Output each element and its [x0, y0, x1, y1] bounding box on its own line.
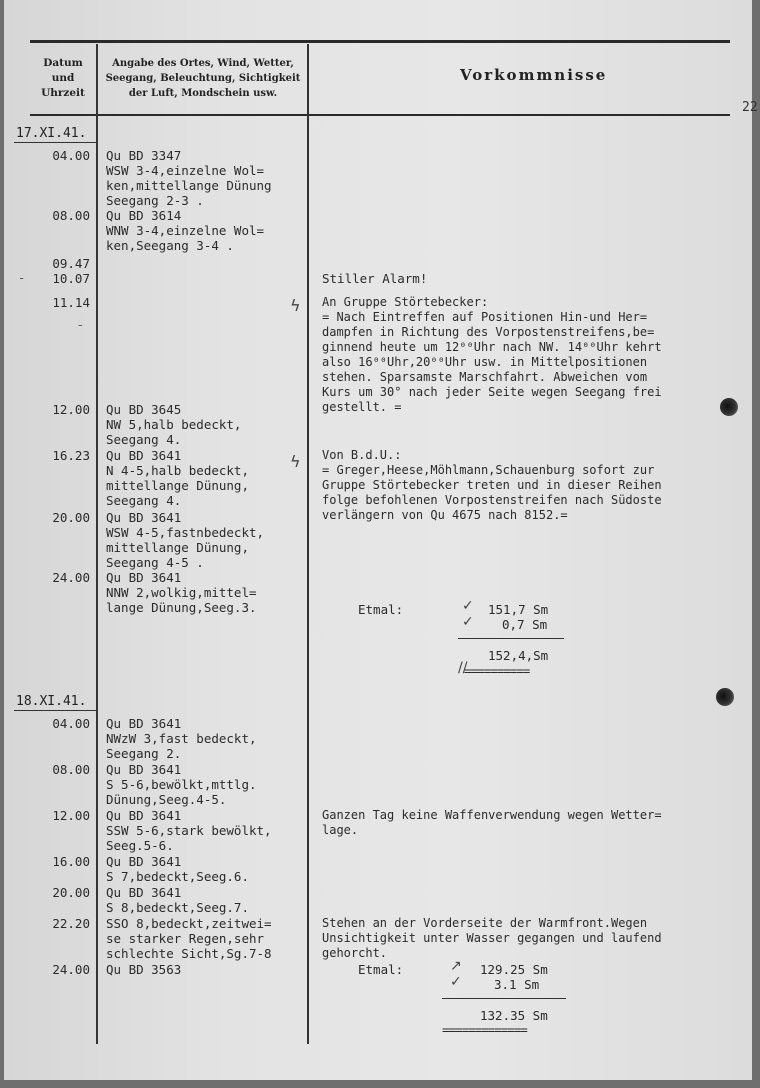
- entry-time: 04.00: [52, 716, 90, 731]
- margin-dash: -: [18, 271, 26, 285]
- etmal-label: Etmal:: [358, 962, 404, 977]
- entry-event: Stiller Alarm!: [322, 271, 428, 286]
- entry-time: 10.07: [52, 271, 90, 286]
- entry-event: Ganzen Tag keine Waffenverwendung wegen Wetter= lage.: [322, 808, 662, 837]
- entry-place: Qu BD 3641 SSW 5-6,stark bewölkt, Seeg.5-6.: [106, 808, 272, 853]
- entry-time: 12.00: [52, 402, 90, 417]
- entry-time: 04.00: [52, 148, 90, 163]
- entry-time: 16.23: [52, 448, 90, 463]
- etmal-value: 3.1 Sm: [494, 977, 540, 992]
- etmal-total-underline: =============: [442, 1022, 527, 1037]
- etmal-value: 151,7 Sm: [488, 602, 549, 617]
- punch-hole: [716, 688, 734, 706]
- entry-place: Qu BD 3641 S 8,bedeckt,Seeg.7.: [106, 885, 249, 915]
- entry-time: 09.47: [52, 256, 90, 271]
- entry-place: Qu BD 3641 NWzW 3,fast bedeckt, Seegang 2.: [106, 716, 257, 761]
- entry-time: 08.00: [52, 762, 90, 777]
- checkmark: ✓: [450, 974, 462, 990]
- entry-place: Qu BD 3641 NNW 2,wolkig,mittel= lange Dünung,Seeg.3.: [106, 570, 257, 615]
- date-underline: [14, 710, 96, 711]
- day-date: 18.XI.41.: [16, 694, 87, 709]
- etmal-total: 132.35 Sm: [480, 1008, 548, 1023]
- sum-line: [458, 638, 564, 639]
- checkmark: ↗: [450, 958, 462, 974]
- entry-event: Stehen an der Vorderseite der Warmfront.Wegen Unsichtigkeit unter Wasser gegangen und laufend gehorcht.: [322, 916, 662, 960]
- entry-event: Von B.d.U.: = Greger,Heese,Möhlmann,Schauenburg sofort zur Gruppe Störtebecker treten und in dieser Reihen folge befohlenen Vorpostenstreifen nach Südoste verlängern von Qu 4675 nach 8152.=: [322, 448, 662, 522]
- entry-place: Qu BD 3645 NW 5,halb bedeckt, Seegang 4.: [106, 402, 242, 447]
- entry-event: An Gruppe Störtebecker: = Nach Eintreffen auf Positionen Hin-und Her= dampfen in Richtung des Vorpostenstreifens,be= ginnend heute um 12⁰⁰Uhr nach NW. 14⁰⁰Uhr kehrt also 16⁰⁰Uhr,20⁰⁰Uhr usw. in Mittelpositionen stehen. Sparsamste Marschfahrt. Abweichen vom Kurs um 30° nach jeder Seite wegen Seegang frei gestellt. =: [322, 295, 662, 414]
- entry-place: SSO 8,bedeckt,zeitwei= se starker Regen,sehr schlechte Sicht,Sg.7-8: [106, 916, 272, 961]
- header-col-events: Vorkommnisse: [460, 66, 608, 84]
- entry-time: 24.00: [52, 570, 90, 585]
- column-divider-1: [96, 44, 98, 1044]
- page-number: 22: [742, 100, 758, 115]
- entry-place: Qu BD 3347 WSW 3-4,einzelne Wol= ken,mittellange Dünung Seegang 2-3 .: [106, 148, 272, 208]
- entry-time: 11.14: [52, 295, 90, 310]
- header-col-date-line: und: [51, 72, 75, 84]
- punch-hole: [720, 398, 738, 416]
- etmal-total: 152,4,Sm: [488, 648, 549, 663]
- header-col-date: [32, 56, 94, 101]
- strike-mark: //: [458, 660, 468, 676]
- sum-line: [442, 998, 566, 999]
- entry-time: 22.20: [52, 916, 90, 931]
- entry-time: 12.00: [52, 808, 90, 823]
- entry-place: Qu BD 3641 S 5-6,bewölkt,mttlg. Dünung,Seeg.4-5.: [106, 762, 257, 807]
- header-col-place: [99, 56, 307, 101]
- header-col-place-line: Angabe des Ortes, Wind, Wetter,: [112, 58, 294, 69]
- etmal-value: 129.25 Sm: [480, 962, 548, 977]
- radio-mark: ϟ: [290, 452, 301, 471]
- top-rule: [30, 40, 730, 43]
- checkmark: ✓: [462, 598, 474, 614]
- checkmark: ✓: [462, 614, 474, 630]
- entry-time: 08.00: [52, 208, 90, 223]
- entry-time: 20.00: [52, 510, 90, 525]
- etmal-total-underline: ==========: [464, 663, 530, 678]
- date-underline: [14, 142, 96, 143]
- column-divider-2: [307, 44, 309, 1044]
- day-date: 17.XI.41.: [16, 126, 87, 141]
- margin-tick: -: [78, 318, 83, 333]
- header-col-date-line: Datum: [43, 57, 83, 69]
- header-col-place-line: Seegang, Beleuchtung, Sichtigkeit: [105, 73, 301, 84]
- header-col-date-line: Uhrzeit: [41, 87, 85, 99]
- entry-time: 24.00: [52, 962, 90, 977]
- entry-place: Qu BD 3641 WSW 4-5,fastnbedeckt, mittellange Dünung, Seegang 4-5 .: [106, 510, 265, 570]
- etmal-label: Etmal:: [358, 602, 404, 617]
- entry-time: 20.00: [52, 885, 90, 900]
- entry-time: 16.00: [52, 854, 90, 869]
- entry-place: Qu BD 3614 WNW 3-4,einzelne Wol= ken,Seegang 3-4 .: [106, 208, 265, 253]
- header-bottom-rule: [30, 114, 730, 116]
- entry-place: Qu BD 3641 S 7,bedeckt,Seeg.6.: [106, 854, 249, 884]
- header-col-place-line: der Luft, Mondschein usw.: [128, 88, 278, 99]
- logbook-page: [4, 0, 758, 1080]
- radio-mark: ϟ: [290, 296, 301, 315]
- entry-place: Qu BD 3563: [106, 962, 182, 977]
- entry-place: Qu BD 3641 N 4-5,halb bedeckt, mittellange Dünung, Seegang 4.: [106, 448, 249, 508]
- etmal-value: 0,7 Sm: [502, 617, 548, 632]
